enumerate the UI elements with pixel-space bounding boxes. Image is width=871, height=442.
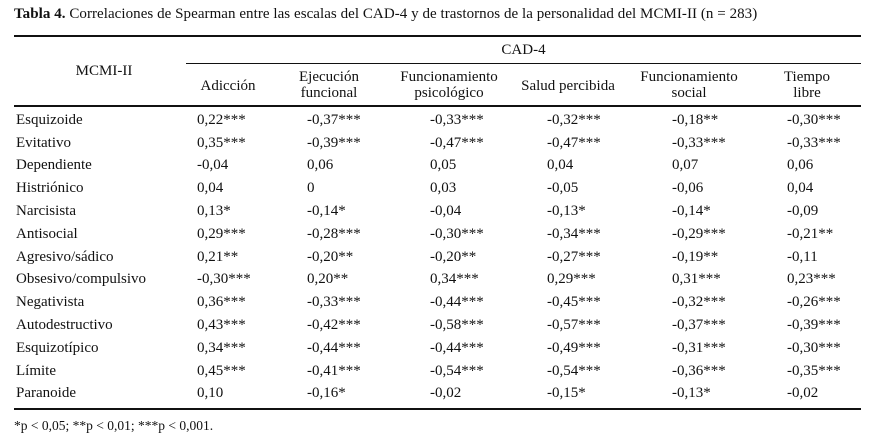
table-footnote: *p < 0,05; **p < 0,01; ***p < 0,001. — [14, 418, 214, 433]
row-label: Antisocial — [16, 225, 78, 242]
row-label: Límite — [16, 362, 56, 379]
table-cell: -0,04 — [430, 203, 462, 220]
table-cell: 0,35*** — [197, 134, 246, 151]
table-cell: -0,45*** — [547, 294, 601, 311]
column-header: Ejecución funcional — [299, 69, 359, 101]
table-cell: -0,44*** — [430, 294, 484, 311]
table-cell: -0,30*** — [787, 111, 841, 128]
table-cell: -0,57*** — [547, 317, 601, 334]
table-cell: -0,19** — [672, 248, 719, 265]
table-cell: -0,27*** — [547, 248, 601, 265]
row-label: Agresivo/sádico — [16, 248, 114, 265]
table-cell: -0,06 — [672, 180, 704, 197]
table-row — [14, 360, 868, 383]
table-cell: -0,37*** — [307, 111, 361, 128]
table-cell: -0,47*** — [547, 134, 601, 151]
table-cell: -0,49*** — [547, 339, 601, 356]
table-cell: -0,14* — [307, 203, 346, 220]
table-cell: -0,44*** — [307, 339, 361, 356]
table-cell: -0,30*** — [430, 225, 484, 242]
table-cell: 0,10 — [197, 385, 224, 402]
table-cell: -0,20** — [307, 248, 354, 265]
table-cell: -0,41*** — [307, 362, 361, 379]
table-cell: 0,04 — [547, 157, 574, 174]
table-row — [14, 132, 868, 155]
table-cell: 0,34*** — [430, 271, 479, 288]
table-cell: -0,13* — [547, 203, 586, 220]
table-cell: -0,18** — [672, 111, 719, 128]
header-rule — [14, 105, 861, 107]
table-cell: 0,03 — [430, 180, 457, 197]
row-label: Dependiente — [16, 157, 92, 174]
table-cell: -0,26*** — [787, 294, 841, 311]
caption-label: Tabla 4. — [14, 6, 66, 22]
table-cell: 0,43*** — [197, 317, 246, 334]
table-cell: -0,44*** — [430, 339, 484, 356]
table-row — [14, 177, 868, 200]
table-row — [14, 337, 868, 360]
column-header: Salud percibida — [521, 78, 615, 94]
row-label: Histriónico — [16, 180, 84, 197]
table-row — [14, 155, 868, 178]
table-cell: -0,32*** — [672, 294, 726, 311]
column-header: Tiempo libre — [783, 69, 831, 101]
bottom-rule — [14, 408, 861, 410]
table-cell: 0,29*** — [547, 271, 596, 288]
table-row — [14, 200, 868, 223]
table-cell: 0,05 — [430, 157, 457, 174]
table-cell: -0,09 — [787, 203, 819, 220]
table-cell: -0,36*** — [672, 362, 726, 379]
table-cell: 0,04 — [787, 180, 814, 197]
table-cell: -0,33*** — [430, 111, 484, 128]
table-cell: 0,31*** — [672, 271, 721, 288]
table-cell: -0,14* — [672, 203, 711, 220]
table-cell: 0,22*** — [197, 111, 246, 128]
row-label: Autodestructivo — [16, 317, 113, 334]
table-row — [14, 269, 868, 292]
table-cell: 0,23*** — [787, 271, 836, 288]
table-cell: -0,28*** — [307, 225, 361, 242]
table-cell: 0,45*** — [197, 362, 246, 379]
table-row — [14, 223, 868, 246]
table-cell: -0,29*** — [672, 225, 726, 242]
table-cell: -0,30*** — [197, 271, 251, 288]
table-cell: -0,58*** — [430, 317, 484, 334]
row-label: Esquizoide — [16, 111, 83, 128]
table-cell: 0,06 — [787, 157, 814, 174]
table-cell: -0,47*** — [430, 134, 484, 151]
table-cell: -0,20** — [430, 248, 477, 265]
table-row — [14, 383, 868, 406]
table-cell: -0,54*** — [430, 362, 484, 379]
table-cell: -0,33*** — [672, 134, 726, 151]
column-header: Funcionamiento psicológico — [400, 69, 498, 101]
table-row — [14, 246, 868, 269]
table-cell: -0,31*** — [672, 339, 726, 356]
table-cell: 0,20** — [307, 271, 349, 288]
group-header: CAD-4 — [501, 42, 546, 58]
table-cell: 0 — [307, 180, 315, 197]
row-label: Narcisista — [16, 203, 76, 220]
table-cell: -0,15* — [547, 385, 586, 402]
table-caption — [14, 6, 757, 23]
table-cell: -0,30*** — [787, 339, 841, 356]
column-header: Funcionamiento social — [640, 69, 738, 101]
table-cell: 0,21** — [197, 248, 239, 265]
table-cell: -0,32*** — [547, 111, 601, 128]
table-cell: 0,04 — [197, 180, 224, 197]
table-cell: 0,06 — [307, 157, 334, 174]
table-row — [14, 109, 868, 132]
table-cell: -0,16* — [307, 385, 346, 402]
row-label: Esquizotípico — [16, 339, 99, 356]
table-cell: -0,39*** — [307, 134, 361, 151]
row-header: MCMI-II — [75, 63, 133, 79]
caption-text: Correlaciones de Spearman entre las escalas del CAD-4 y de trastornos de la personalidad del MCMI-II (n = 283) — [69, 6, 758, 22]
table-cell: 0,07 — [672, 157, 699, 174]
top-rule — [14, 35, 861, 37]
table-cell: -0,13* — [672, 385, 711, 402]
table-cell: -0,02 — [430, 385, 462, 402]
table-cell: -0,05 — [547, 180, 579, 197]
table-cell: 0,34*** — [197, 339, 246, 356]
table-cell: 0,29*** — [197, 225, 246, 242]
table-cell: -0,04 — [197, 157, 229, 174]
table-cell: -0,33*** — [787, 134, 841, 151]
table-cell: -0,33*** — [307, 294, 361, 311]
row-label: Obsesivo/compulsivo — [16, 271, 146, 288]
table-cell: -0,54*** — [547, 362, 601, 379]
table-cell: -0,02 — [787, 385, 819, 402]
row-label: Negativista — [16, 294, 85, 311]
table-cell: -0,11 — [787, 248, 818, 265]
row-label: Paranoide — [16, 385, 76, 402]
table-cell: -0,34*** — [547, 225, 601, 242]
table-cell: 0,13* — [197, 203, 231, 220]
correlation-table — [14, 109, 868, 405]
table-cell: -0,42*** — [307, 317, 361, 334]
table-row — [14, 314, 868, 337]
table-cell: -0,39*** — [787, 317, 841, 334]
table-row — [14, 291, 868, 314]
row-label: Evitativo — [16, 134, 71, 151]
table-cell: -0,21** — [787, 225, 834, 242]
table-cell: -0,37*** — [672, 317, 726, 334]
table-cell: 0,36*** — [197, 294, 246, 311]
group-header-rule — [186, 63, 861, 64]
table-cell: -0,35*** — [787, 362, 841, 379]
column-header: Adicción — [200, 78, 256, 94]
